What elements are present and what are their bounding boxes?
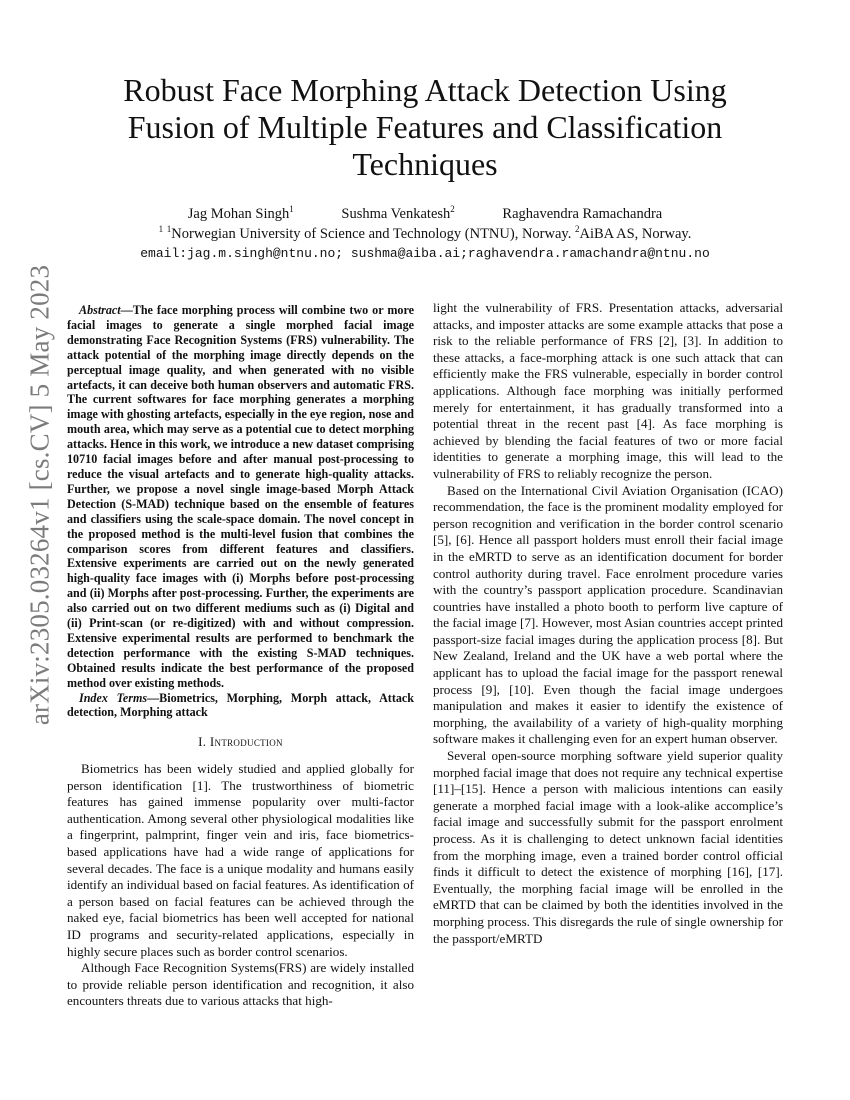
title-line: Techniques [352,146,498,182]
paragraph: Although Face Recognition Systems(FRS) are widely installed to provide reliable person identification and recognition, it also encounters threats due to various attacks that high- [67,960,414,1009]
title-line: Robust Face Morphing Attack Detection Using [123,72,727,108]
index-terms-label: Index Terms [79,690,148,705]
paragraph: Based on the International Civil Aviation Organisation (ICAO) recommendation, the face is the prominent modality employed for person recognition and verification in the border control scenario [5], [6]. Hence all passport holders must enroll their facial image in the eMRTD to serve as an identification document for border control authority during travel. Face enrolment procedure varies with the country’s passport application procedure. Scandinavian countries have installed a photo booth to perform live capture of the facial image [7]. However, most Asian countries accept printed passport-size facial images during the application process [8]. But New Zealand, Ireland and the UK have a web portal where the applicant has to upload the facial image for the passport renewal process [9], [10]. Even though the facial image undergoes manipulation and makes it easier to identify the existence of morphing, the availability of a variety of high-quality morphing software makes it challenging even for an expert human observer. [433,482,783,747]
affiliations: $^1$ $^1$Norwegian University of Science and Technology (NTNU), Norway. $^2$AiBA AS, Norway. [158,224,692,242]
author-emails: email:jag.m.singh@ntnu.no; sushma@aiba.ai;raghavendra.ramachandra@ntnu.no [140,246,710,261]
abstract-label: Abstract [79,303,121,317]
title-line: Fusion of Multiple Features and Classification [127,109,723,145]
paragraph: Biometrics has been widely studied and applied globally for person identification [1]. The trustworthiness of biometric features has gained immense popularity over multi-factor authentication. Among several other physiological modalities like a fingerprint, palmprint, finger vein and iris, face biometrics-based applications have had a wide range of applications for several decades. The face is a unique modality and humans easily identify an individual based on facial features. As identification of a person based on facial features can be achieved through the naked eye, facial biometrics has been well accepted for national ID programs and security-related applications, especially in highly secure places such as border control scenarios. [67,760,414,959]
paragraph: Several open-source morphing software yield superior quality morphed facial image that does not require any technical expertise [11]–[15]. Hence a person with malicious intentions can easily generate a morphed facial image with a look-alike accomplice’s facial image and successfully submit for the passport enrolment process. As it is challenging to detect unknown facial identities from the morphing image, even a trained border control official finds it difficult to detect the existence of morphing [16], [17]. Eventually, the morphing facial image will be enrolled in the eMRTD that can be claimed by both the identities involved in the morphing process. This disregards the rule of single ownership for the passport/eMRTD [433,748,783,946]
left-column [67,303,414,1010]
right-column [433,300,783,947]
author: Jag Mohan Singh$^1$ [187,204,294,222]
abstract-text: —The face morphing process will combine two or more facial images to generate a single morphed facial image demonstrating Face Recognition Systems (FRS) vulnerability. The attack potential of the morphing image directly depends on the perceptual image quality, and when generated with no visible artefacts, it can deceive both human observers and automatic FRS. The current softwares for face morphing generates a morphing image with ghosting artefacts, especially in the eye region, nose and mouth area, which may serve as a potential cue to detect morphing attacks. Hence in this work, we introduce a new dataset comprising 10710 facial images before and after manual post-processing to reduce the visual artefacts and to generate high-quality attacks. Further, we propose a novel single image-based Morph Attack Detection (S-MAD) technique based on the ensemble of features and classifiers using the scale-space domain. The novel concept in the proposed method is the multi-level fusion that combines the comparison scores from different features and classifiers. Extensive experiments are carried out on the newly generated high-quality face images with (i) Morphs before post-processing and (ii) Morphs after post-processing. Further, the experiments are also carried out on two different mediums such as (i) Digital and (ii) Print-scan (or re-digitized) with and without compression. Extensive experimental results are performed to benchmark the detection performance with the existing S-MAD techniques. Obtained results indicate the best performance of the proposed method over existing methods. [67,303,414,690]
author: Sushma Venkatesh$^2$ [341,204,455,222]
abstract [67,303,414,691]
section-heading-introduction: I. Introduction [198,734,283,750]
author: Raghavendra Ramachandra [502,206,663,222]
index-terms-text: —Biometrics, Morphing, Morph attack, Attack detection, Morphing attack [67,690,415,720]
arxiv-stamp-text: arXiv:2305.03264v1 [cs.CV] 5 May 2023 [24,264,55,726]
paper-title [0,72,850,183]
paragraph: light the vulnerability of FRS. Presentation attacks, adversarial attacks, and imposter attacks are some example attacks that pose a risk to the reliable performance of FRS [2], [3]. In addition to these attacks, a face-morphing attack is one such attack that can efficiently make the FRS vulnerable, especially in border control applications. Although face morphing was initially performed merely for entertainment, it has gradually transformed into a potential threat in the recent past [4]. As face morphing is achieved by blending the facial features of two or more facial identities to generate a morphing image, this will lead to the vulnerability of FRS to reliably recognize the person. [433,300,783,481]
index-terms [67,691,414,721]
arxiv-stamp [20,264,60,726]
author-list [0,206,850,223]
